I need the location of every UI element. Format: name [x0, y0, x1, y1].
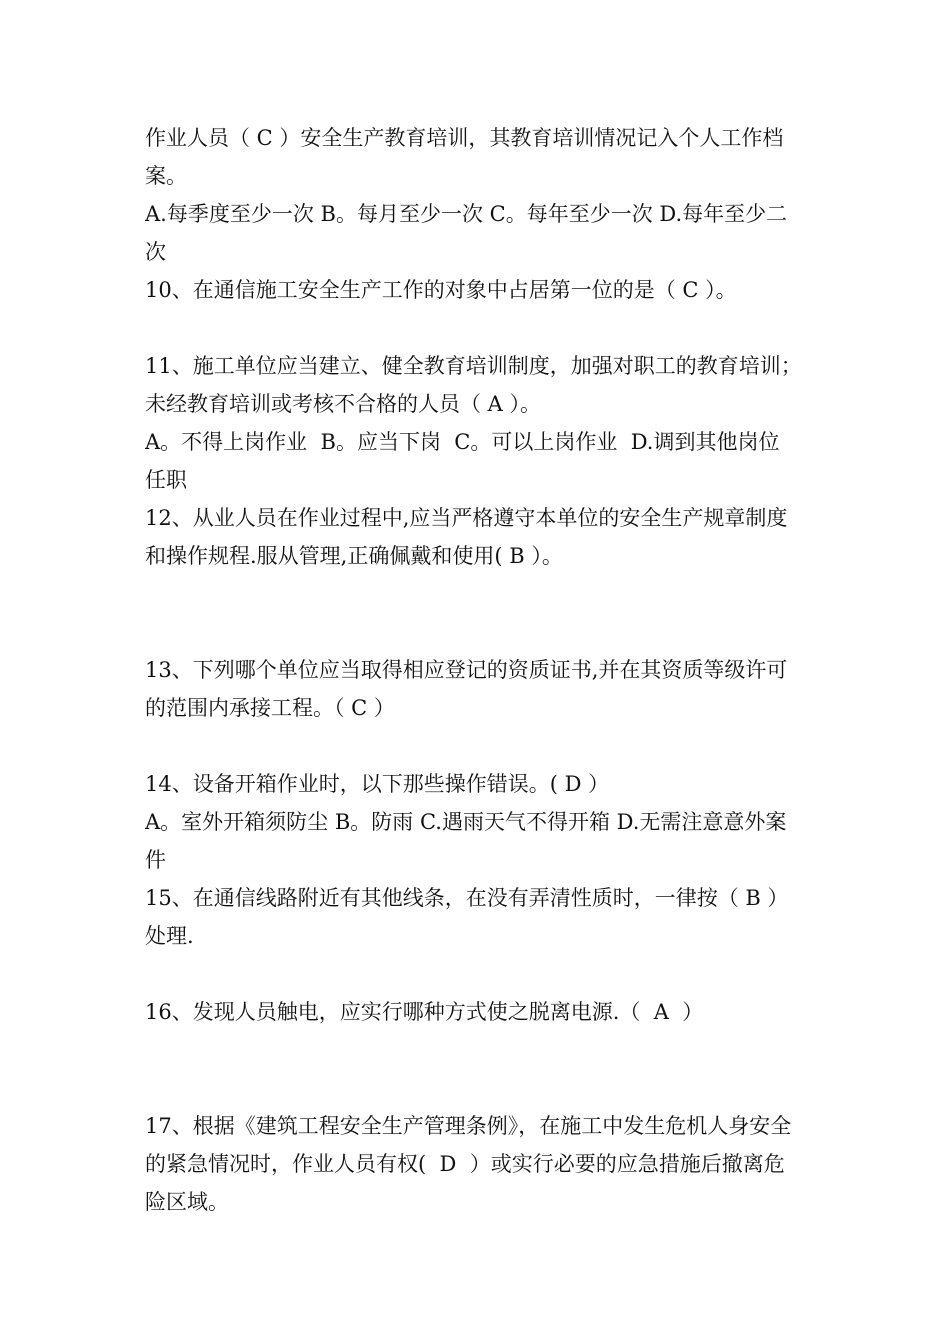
q17-line-2: 的紧急情况时，作业人员有权( D ）或实行必要的应急措施后撤离危	[145, 1152, 785, 1176]
q13-options	[145, 727, 845, 765]
q16-line: 16、发现人员触电，应实行哪种方式使之脱离电源.（ A ）	[145, 1000, 704, 1024]
q13-line-1: 13、下列哪个单位应当取得相应登记的资质证书,并在其资质等级许可	[145, 658, 788, 682]
q11-options-line-1: A。不得上岗作业 B。应当下岗 C。可以上岗作业 D.调到其他岗位	[145, 430, 780, 454]
document-body	[145, 119, 845, 1221]
q15-line-2: 处理.	[145, 924, 194, 948]
q11-line-2: 未经教育培训或考核不合格的人员（ A ）。	[145, 392, 542, 416]
q17-line-3: 险区域。	[145, 1190, 229, 1214]
q9-options-line-2: 次	[145, 240, 166, 264]
q12-options-row-2	[145, 613, 845, 651]
q12-options-row-1	[145, 575, 845, 613]
q13-line-2: 的范围内承接工程。（ C ）	[145, 696, 395, 720]
q11-line-1: 11、施工单位应当建立、健全教育培训制度，加强对职工的教育培训；	[145, 354, 802, 378]
q14-options-line-2: 件	[145, 848, 166, 872]
q14-options-line-1: A。室外开箱须防尘 B。防雨 C.遇雨天气不得开箱 D.无需注意意外案	[145, 810, 787, 834]
q10-line: 10、在通信施工安全生产工作的对象中占居第一位的是（ C ）。	[145, 278, 737, 302]
q10-options	[145, 309, 845, 347]
q9-options-line-1: A.每季度至少一次 B。每月至少一次 C。每年至少一次 D.每年至少二	[145, 202, 788, 226]
q12-line-2: 和操作规程.服从管理,正确佩戴和使用( B ）。	[145, 544, 563, 568]
q17-line-1: 17、根据《建筑工程安全生产管理条例》，在施工中发生危机人身安全	[145, 1114, 792, 1138]
q16-options-row-1	[145, 1031, 845, 1069]
q15-options	[145, 955, 845, 993]
q15-line-1: 15、在通信线路附近有其他线条，在没有弄清性质时，一律按（ B ）	[145, 886, 789, 910]
q9-line-1: 作业人员（ C ）安全生产教育培训，其教育培训情况记入个人工作档	[145, 126, 784, 150]
q11-options-line-2: 任职	[145, 468, 187, 492]
q9-line-2: 案。	[145, 164, 187, 188]
q16-options-row-2	[145, 1069, 845, 1107]
q12-line-1: 12、从业人员在作业过程中,应当严格遵守本单位的安全生产规章制度	[145, 506, 788, 530]
q14-line: 14、设备开箱作业时，以下那些操作错误。( D ）	[145, 772, 610, 796]
